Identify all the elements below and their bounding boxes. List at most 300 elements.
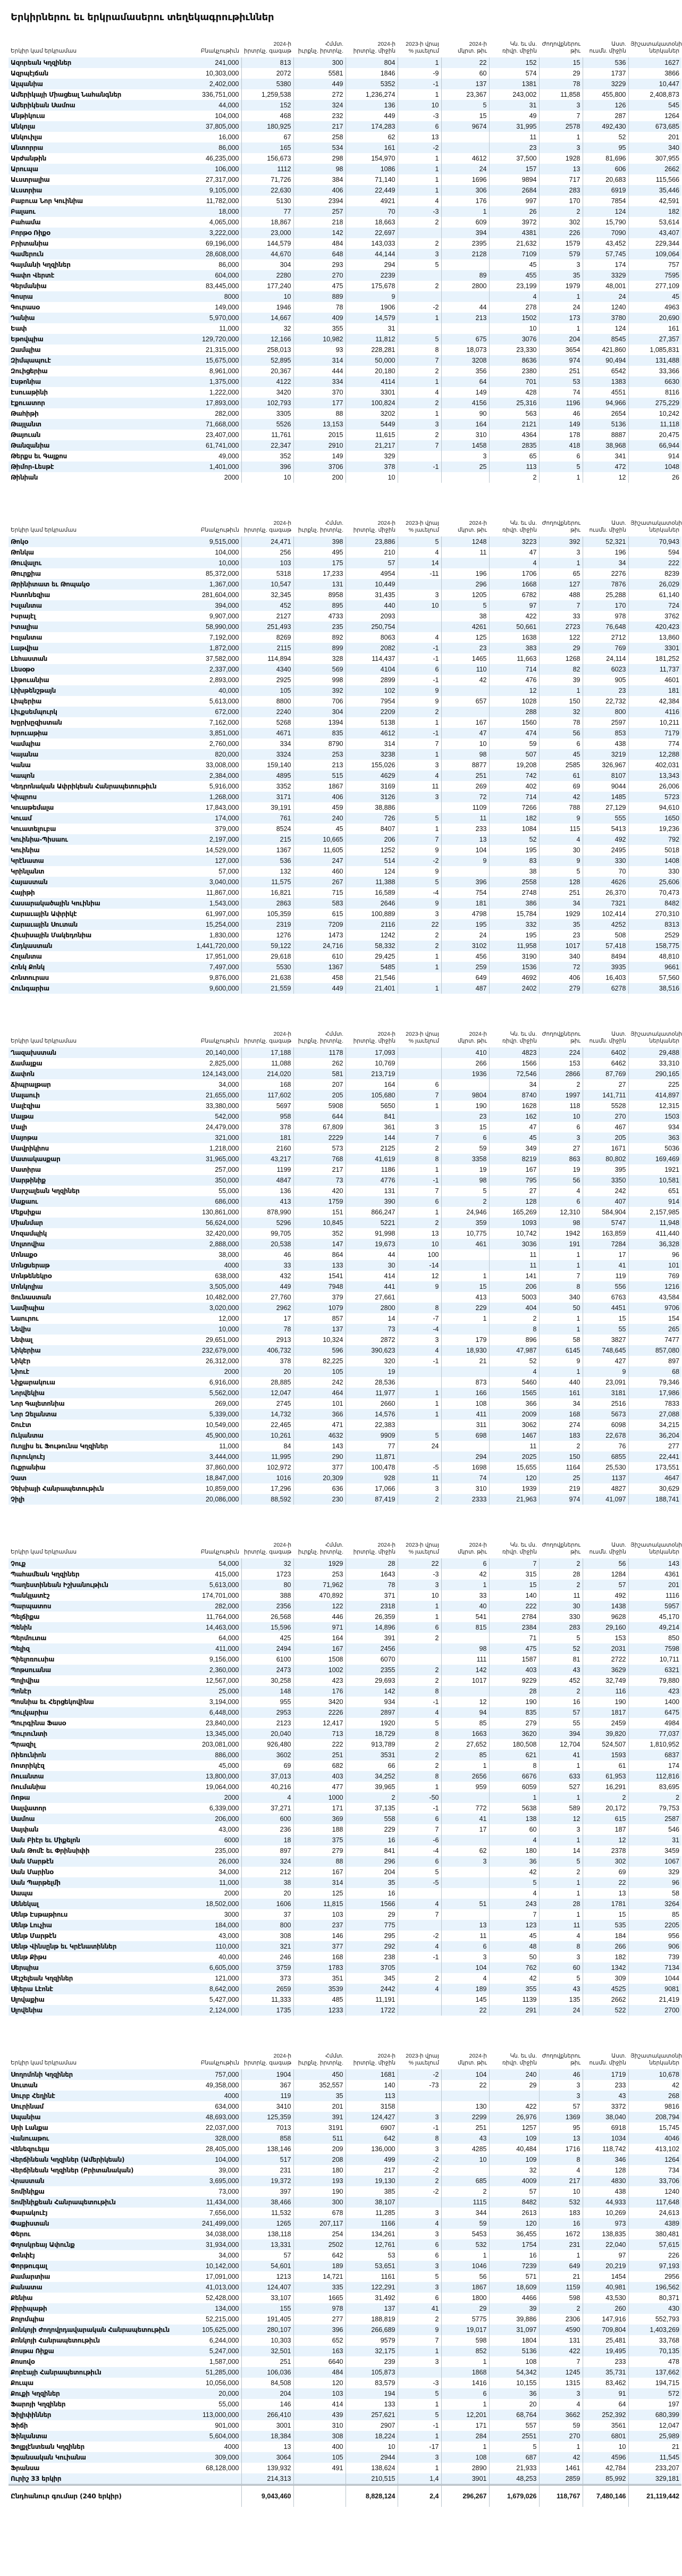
table-row <box>9 1175 681 1186</box>
value-cell <box>441 1835 489 1845</box>
table-row <box>9 930 681 941</box>
table-row <box>9 2441 681 2452</box>
value-cell: -3 <box>398 2378 441 2388</box>
value-cell: 314 <box>293 355 346 366</box>
value-cell: 638,000 <box>189 1271 241 1281</box>
value-cell: 3238 <box>346 749 398 760</box>
value-cell: 1 <box>539 1877 583 1888</box>
value-cell: 9,156,000 <box>189 1654 241 1665</box>
value-cell: 598 <box>441 2335 489 2346</box>
value-cell: 3459 <box>628 1845 681 1856</box>
value-cell: 8 <box>539 2154 583 2165</box>
value-cell: 1804 <box>489 2335 539 2346</box>
value-cell: 28,608,000 <box>189 249 241 259</box>
value-cell: 413 <box>441 1292 489 1303</box>
value-cell: 93 <box>293 345 346 355</box>
value-cell: 2 <box>539 1686 583 1697</box>
value-cell: 41 <box>441 1814 489 1824</box>
table-row <box>9 781 681 792</box>
value-cell: 136,000 <box>346 2144 398 2154</box>
value-cell: 114,437 <box>346 653 398 664</box>
value-cell: 3 <box>398 2229 441 2239</box>
value-cell: 117,648 <box>628 2197 681 2208</box>
country-name-cell: Թայլանտ <box>9 419 189 430</box>
value-cell: 4 <box>241 1792 293 1803</box>
value-cell: 1 <box>441 2441 489 2452</box>
value-cell: 5,247,000 <box>189 2346 241 2356</box>
table-row <box>9 1047 681 1058</box>
value-cell: 2394 <box>293 196 346 206</box>
column-header <box>293 520 346 536</box>
value-cell: 194 <box>346 2388 398 2399</box>
value-cell: 39,886 <box>489 2314 539 2325</box>
table-row <box>9 1079 681 1090</box>
value-cell: 269,000 <box>189 1398 241 1409</box>
value-cell: 5 <box>489 1877 539 1888</box>
page-title: Երկիրներու եւ երկրամասերու տեղեկագրութիւններ <box>11 12 274 23</box>
value-cell: 123 <box>489 1920 539 1931</box>
column-header <box>346 41 398 57</box>
value-cell: 2712 <box>583 632 628 643</box>
value-cell: 109 <box>489 2133 539 2144</box>
value-cell: 10,482,000 <box>189 1292 241 1303</box>
country-name-cell: Փոնփէյ <box>9 2250 189 2261</box>
value-cell <box>398 1292 441 1303</box>
value-cell: 724 <box>628 600 681 611</box>
value-cell: 804 <box>346 57 398 68</box>
value-cell: 698 <box>441 1430 489 1441</box>
value-cell: 7948 <box>293 1281 346 1292</box>
value-cell: 184 <box>583 1931 628 1941</box>
value-cell: 2459 <box>583 1718 628 1728</box>
column-header <box>489 1031 539 1047</box>
value-cell: 11,867,000 <box>189 887 241 898</box>
value-cell: 406,732 <box>241 1345 293 1356</box>
value-cell: 22,347 <box>241 440 293 451</box>
value-cell: 3620 <box>489 1728 539 1739</box>
country-name-cell: Ուքրանիա <box>9 1462 189 1473</box>
value-cell: 334 <box>293 376 346 387</box>
value-cell: 20,040 <box>241 1728 293 1739</box>
value-cell: 8407 <box>346 824 398 834</box>
value-cell: 5460 <box>489 1377 539 1388</box>
value-cell: 3350 <box>583 1175 628 1186</box>
value-cell: 4 <box>539 2399 583 2410</box>
value-cell: 1867 <box>293 781 346 792</box>
value-cell: 6,448,000 <box>189 1707 241 1718</box>
column-header-line1: Աստ. <box>611 520 626 526</box>
value-cell: 24,471 <box>241 536 293 547</box>
value-cell: 22,449 <box>346 185 398 196</box>
value-cell: 15 <box>583 1313 628 1324</box>
value-cell: 6919 <box>583 185 628 196</box>
value-cell: 3 <box>398 2112 441 2122</box>
value-cell: 97 <box>583 2250 628 2261</box>
table-row <box>9 2165 681 2176</box>
value-cell: 24 <box>539 2005 583 2016</box>
value-cell: 4104 <box>346 664 398 675</box>
value-cell: 857 <box>293 1313 346 1324</box>
country-name-cell: Բրիտանիա <box>9 238 189 249</box>
value-cell: 6 <box>539 451 583 462</box>
value-cell: 30 <box>346 1260 398 1271</box>
value-cell: 7,192,000 <box>189 632 241 643</box>
value-cell: 470,892 <box>293 1590 346 1601</box>
table-row <box>9 196 681 206</box>
value-cell: 2 <box>441 2186 489 2197</box>
table-header-row <box>9 1031 681 1047</box>
table-row <box>9 1345 681 1356</box>
value-cell: 2384 <box>489 1622 539 1633</box>
value-cell: 449 <box>293 79 346 89</box>
value-cell: 2 <box>539 1441 583 1451</box>
value-cell: 1473 <box>293 930 346 941</box>
column-header <box>241 2053 293 2069</box>
value-cell: 103 <box>293 2388 346 2399</box>
value-cell: 1,218,000 <box>189 1143 241 1154</box>
value-cell: 164 <box>441 419 489 430</box>
value-cell: 257,621 <box>346 2410 398 2420</box>
value-cell: 87,769 <box>583 1069 628 1079</box>
value-cell: 22,678 <box>583 1430 628 1441</box>
value-cell: 21,632 <box>489 238 539 249</box>
table-row <box>9 132 681 142</box>
value-cell: 152 <box>241 100 293 111</box>
column-header-line2: Երկիր կամ երկրամաս <box>11 2060 77 2066</box>
value-cell: 48,693,000 <box>189 2112 241 2122</box>
table-row <box>9 675 681 685</box>
country-name-cell: Ֆինլանտա <box>9 2431 189 2441</box>
country-name-cell: Սուրինամ <box>9 2101 189 2112</box>
value-cell: 413 <box>241 1196 293 1207</box>
column-header-line1: Յիշատակատօնի <box>630 1542 682 1548</box>
value-cell: 10 <box>489 323 539 334</box>
value-cell: 174 <box>628 1760 681 1771</box>
value-cell: 3 <box>441 1856 489 1867</box>
table-row <box>9 1154 681 1164</box>
value-cell: 1737 <box>583 68 628 79</box>
value-cell: 356 <box>441 366 489 376</box>
country-name-cell: Մալէզիա <box>9 1101 189 1111</box>
value-cell: 14,896 <box>346 1622 398 1633</box>
value-cell: 4 <box>398 632 441 643</box>
table-row <box>9 334 681 345</box>
value-cell: 5,970,000 <box>189 313 241 323</box>
column-header-line1: Կն. եւ մս. <box>510 520 537 526</box>
value-cell: 11 <box>489 1441 539 1451</box>
table-row <box>9 1814 681 1824</box>
value-cell: 180 <box>293 2165 346 2176</box>
value-cell: 5 <box>398 536 441 547</box>
value-cell: 3654 <box>539 345 583 355</box>
value-cell: 10,211 <box>628 717 681 728</box>
value-cell: 959 <box>441 1782 489 1792</box>
value-cell: 2597 <box>583 717 628 728</box>
value-cell: 168 <box>539 1409 583 1420</box>
value-cell: 11 <box>441 547 489 558</box>
value-cell: 407 <box>583 1196 628 1207</box>
value-cell: 406 <box>293 185 346 196</box>
value-cell: 1 <box>539 2250 583 2261</box>
value-cell: 2 <box>539 2303 583 2314</box>
value-cell: 788 <box>539 802 583 813</box>
value-cell: 841 <box>346 1845 398 1856</box>
value-cell: 899 <box>293 643 346 653</box>
value-cell: 21,655,000 <box>189 1090 241 1101</box>
value-cell: 5138 <box>346 717 398 728</box>
value-cell: 9,907,000 <box>189 611 241 622</box>
value-cell: 1 <box>539 323 583 334</box>
value-cell: 55,000 <box>189 1186 241 1196</box>
value-cell: 1 <box>489 1792 539 1803</box>
value-cell: 11 <box>489 1249 539 1260</box>
column-header <box>398 2053 441 2069</box>
country-name-cell: Նիկէր <box>9 1356 189 1366</box>
value-cell: 5 <box>441 1186 489 1196</box>
value-cell: -2 <box>398 2186 441 2197</box>
value-cell: 709,804 <box>583 2325 628 2335</box>
value-cell: 1400 <box>628 1697 681 1707</box>
value-cell: 384 <box>293 174 346 185</box>
value-cell: 3076 <box>489 334 539 345</box>
value-cell: 1458 <box>441 440 489 451</box>
value-cell: 16 <box>489 2250 539 2261</box>
value-cell: 134,261 <box>346 2229 398 2239</box>
value-cell: 5 <box>398 1430 441 1441</box>
table-row <box>9 1952 681 1962</box>
value-cell: 532 <box>441 2239 489 2250</box>
value-cell: 1369 <box>539 2112 583 2122</box>
value-cell: 6023 <box>583 664 628 675</box>
value-cell: 129,720,000 <box>189 334 241 345</box>
value-cell: 40 <box>441 1601 489 1612</box>
value-cell: 4590 <box>539 2325 583 2335</box>
value-cell: 1002 <box>293 1665 346 1675</box>
value-cell <box>189 2473 241 2485</box>
value-cell <box>398 1069 441 1079</box>
value-cell: 3358 <box>441 1154 489 1164</box>
value-cell: 4671 <box>241 728 293 739</box>
value-cell: 150 <box>539 696 583 707</box>
value-cell: 118,767 <box>539 2485 583 2507</box>
value-cell: -1 <box>398 2122 441 2133</box>
value-cell: 83,695 <box>628 1782 681 1792</box>
value-cell: 2 <box>398 1633 441 1643</box>
value-cell: 336,751,000 <box>189 89 241 100</box>
value-cell: 3410 <box>241 2101 293 2112</box>
table-row <box>9 1771 681 1782</box>
value-cell: 1284 <box>583 1569 628 1580</box>
value-cell: 4525 <box>583 1984 628 1994</box>
value-cell <box>293 2485 346 2507</box>
value-cell: 314 <box>346 739 398 749</box>
value-cell: 69 <box>583 1867 628 1877</box>
column-header-line1: 2024-ի <box>273 1031 291 1037</box>
value-cell: 10,449 <box>346 579 398 590</box>
value-cell: 978 <box>293 2303 346 2314</box>
value-cell: 1928 <box>539 153 583 164</box>
value-cell: 596 <box>293 1345 346 1356</box>
value-cell: 1199 <box>241 1164 293 1175</box>
value-cell: 5,339,000 <box>189 1409 241 1420</box>
country-name-cell: Թիմոր-Լեսթէ <box>9 462 189 472</box>
table-row <box>9 345 681 355</box>
value-cell: 420 <box>293 1186 346 1196</box>
value-cell: 1566 <box>489 1058 539 1069</box>
value-cell: 187 <box>583 1824 628 1835</box>
value-cell: 742 <box>489 770 539 781</box>
value-cell: 20,219 <box>583 2261 628 2271</box>
column-header-line2: իրտրկչ. միջին <box>353 1549 395 1555</box>
value-cell: 57 <box>489 2186 539 2197</box>
value-cell: 1503 <box>628 1111 681 1122</box>
value-cell: 4 <box>489 291 539 302</box>
value-cell: 45 <box>489 1132 539 1143</box>
value-cell: 17,091,000 <box>189 2271 241 2282</box>
value-cell: 9816 <box>628 2101 681 2112</box>
country-name-cell: Վերճինեան Կղզիներ (Բրիտանական) <box>9 2165 189 2176</box>
value-cell: 146 <box>293 1931 346 1941</box>
column-header <box>628 1542 681 1558</box>
value-cell: 29 <box>489 2080 539 2091</box>
value-cell: 119 <box>241 2091 293 2101</box>
value-cell: -1 <box>398 675 441 685</box>
table-row <box>9 2303 681 2314</box>
value-cell: -2 <box>398 855 441 866</box>
table-row <box>9 855 681 866</box>
value-cell: 9706 <box>628 1303 681 1313</box>
value-cell: 1028 <box>489 696 539 707</box>
value-cell: 4285 <box>441 2144 489 2154</box>
table-row <box>9 2346 681 2356</box>
value-cell: 3 <box>398 419 441 430</box>
value-cell: 142 <box>346 1686 398 1697</box>
country-name-cell: Սան Բիէր եւ Միքելոն <box>9 1835 189 1845</box>
table-row <box>9 2293 681 2303</box>
value-cell: 452 <box>539 1675 583 1686</box>
value-cell: 3420 <box>293 1697 346 1707</box>
value-cell: 49,000 <box>189 451 241 462</box>
value-cell: 4122 <box>241 376 293 387</box>
table-row <box>9 1239 681 1249</box>
value-cell: -1 <box>398 462 441 472</box>
value-cell: 3329 <box>583 270 628 281</box>
value-cell: 7 <box>398 1824 441 1835</box>
value-cell: 14,721 <box>293 2271 346 2282</box>
value-cell: 30 <box>539 845 583 855</box>
value-cell: 2953 <box>241 1707 293 1718</box>
value-cell: 1257 <box>489 2122 539 2133</box>
value-cell: 54,342 <box>489 2367 539 2378</box>
value-cell: 579 <box>539 249 583 259</box>
value-cell: 18,073 <box>441 345 489 355</box>
value-cell: 4733 <box>293 611 346 622</box>
value-cell: 2,4 <box>398 2485 441 2507</box>
value-cell: 270 <box>293 270 346 281</box>
value-cell: 1252 <box>346 845 398 855</box>
value-cell: 3 <box>398 2452 441 2463</box>
value-cell: 13 <box>441 834 489 845</box>
value-cell: 1,401,000 <box>189 462 241 472</box>
country-name-cell: Կուամ <box>9 813 189 824</box>
value-cell: 78 <box>539 717 583 728</box>
value-cell: 101 <box>293 1398 346 1409</box>
value-cell: 147,916 <box>583 2314 628 2325</box>
value-cell: 111 <box>441 1654 489 1665</box>
value-cell <box>441 142 489 153</box>
country-name-cell: Զիմպապուէ <box>9 355 189 366</box>
value-cell: 621 <box>489 1750 539 1760</box>
column-header-line2: ռիվր. միջին <box>502 527 537 533</box>
value-cell: 6 <box>441 1132 489 1143</box>
value-cell: 65 <box>489 451 539 462</box>
value-cell: 1 <box>441 206 489 217</box>
country-name-cell: Լիթուանիա <box>9 675 189 685</box>
table-row <box>9 1101 681 1111</box>
value-cell: 21,401 <box>346 983 398 994</box>
value-cell: 8 <box>398 1771 441 1782</box>
country-stats-table <box>9 520 681 994</box>
value-cell: -2 <box>398 302 441 313</box>
value-cell: 1698 <box>441 1462 489 1473</box>
value-cell: 52,428,000 <box>189 2293 241 2303</box>
value-cell <box>441 323 489 334</box>
value-cell: 10,549,000 <box>189 1420 241 1430</box>
value-cell: 23,199 <box>489 281 539 291</box>
value-cell: 306 <box>441 185 489 196</box>
value-cell: 3062 <box>489 1420 539 1430</box>
country-name-cell: Կամպիա <box>9 739 189 749</box>
value-cell: 396 <box>441 877 489 887</box>
country-name-cell: Սլովաքիա <box>9 1994 189 2005</box>
value-cell: 3705 <box>346 1962 398 1973</box>
column-header-line1 <box>191 2053 239 2060</box>
value-cell: 13 <box>539 2133 583 2144</box>
table-row <box>9 249 681 259</box>
value-cell: 430 <box>628 2303 681 2314</box>
value-cell: 137 <box>346 2303 398 2314</box>
value-cell: 12,047 <box>628 2420 681 2431</box>
value-cell: 438 <box>583 739 628 749</box>
value-cell: 240 <box>293 813 346 824</box>
value-cell: 1186 <box>346 1164 398 1175</box>
value-cell: 184,000 <box>189 1920 241 1931</box>
country-name-cell: Աւստրիա <box>9 185 189 196</box>
value-cell: 15,790 <box>583 217 628 228</box>
value-cell <box>398 622 441 632</box>
value-cell: 361 <box>346 1122 398 1132</box>
value-cell <box>398 1047 441 1058</box>
value-cell: 11 <box>398 1473 441 1483</box>
value-cell: 145 <box>441 1994 489 2005</box>
value-cell: 414 <box>346 1271 398 1281</box>
value-cell: 1116 <box>628 1590 681 1601</box>
value-cell: 7109 <box>489 249 539 259</box>
column-header-line2: % յաւելում <box>408 527 439 533</box>
value-cell: 3706 <box>293 462 346 472</box>
value-cell: 754 <box>441 887 489 898</box>
value-cell: 61,741,000 <box>189 440 241 451</box>
value-cell: 3 <box>398 909 441 919</box>
value-cell: 400 <box>293 2441 346 2452</box>
value-cell: 6542 <box>583 366 628 376</box>
value-cell <box>398 1643 441 1654</box>
table-row <box>9 728 681 739</box>
country-name-cell: Սլովենիա <box>9 2005 189 2016</box>
value-cell: 40,000 <box>189 1952 241 1962</box>
value-cell: 3208 <box>441 355 489 366</box>
value-cell: 189 <box>293 2261 346 2271</box>
